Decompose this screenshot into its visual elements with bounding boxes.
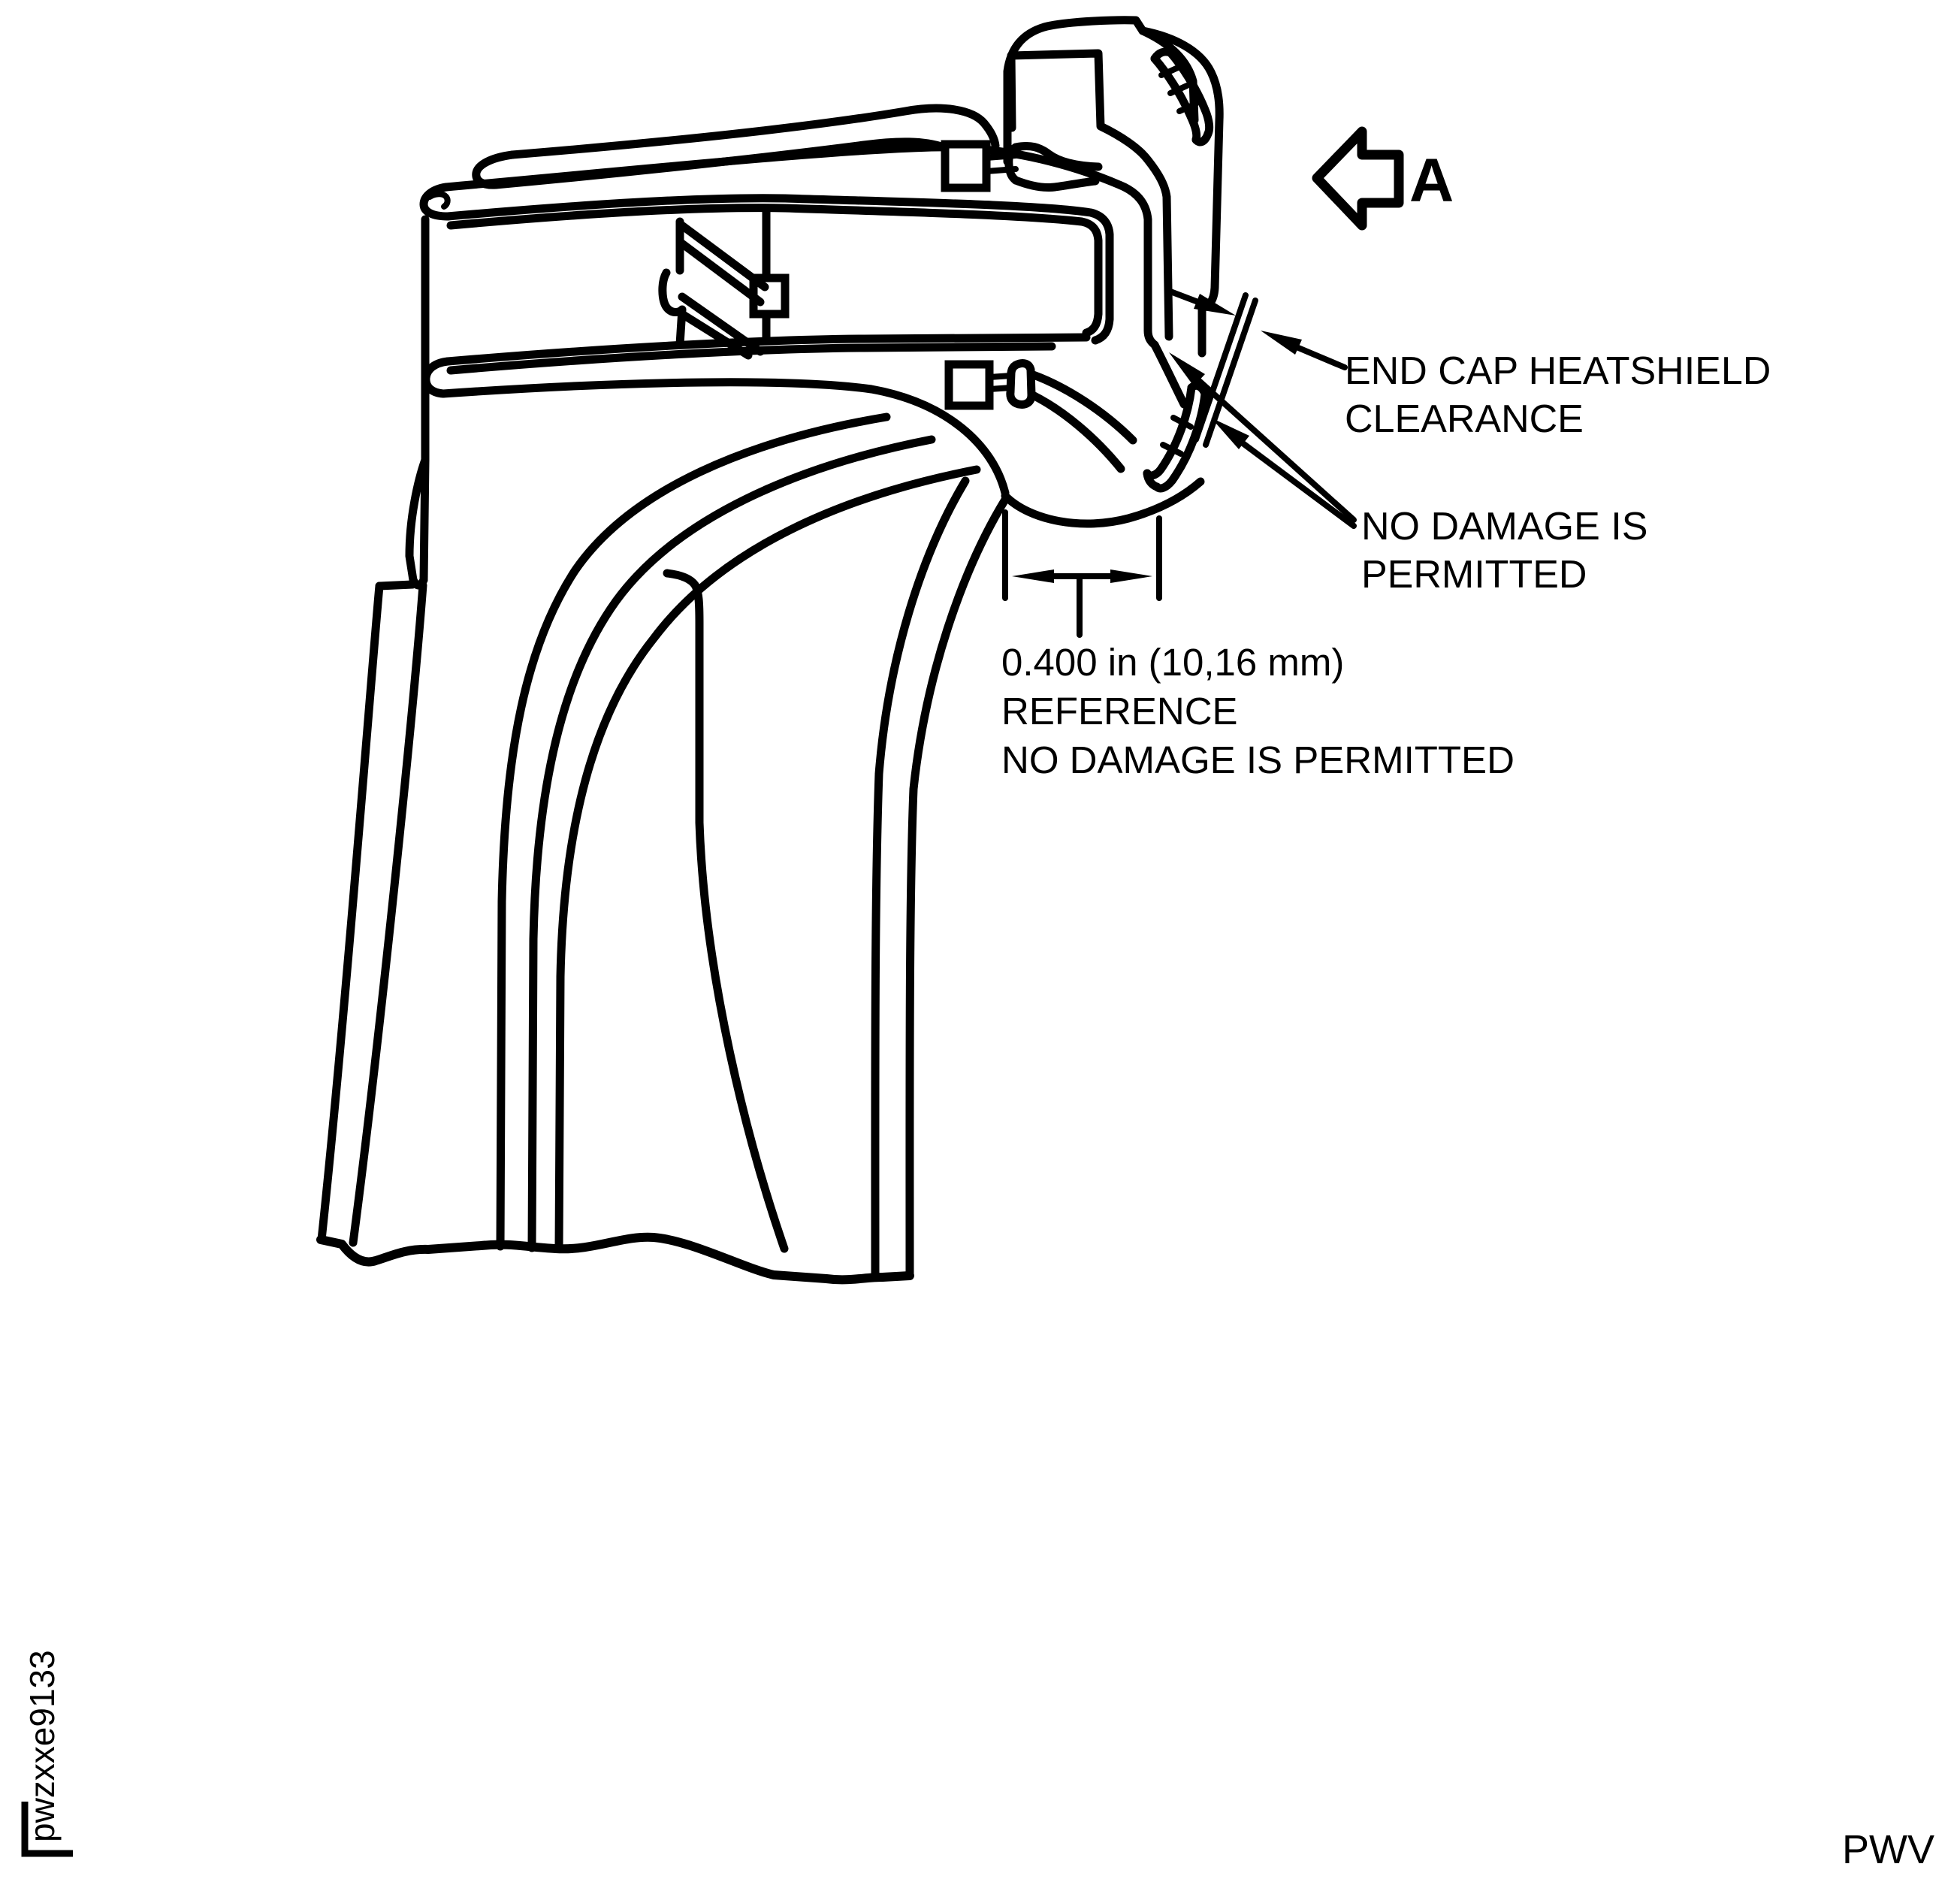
- dimension-0400: [1005, 512, 1159, 635]
- view-label: A: [1409, 147, 1454, 215]
- leader-line: [1197, 379, 1354, 520]
- upper-mount-tab: [945, 144, 1098, 188]
- dim-arrowhead-right: [1110, 569, 1152, 583]
- dim-arrowhead-left: [1012, 569, 1054, 583]
- end-cap-bottom-lip: [1005, 482, 1200, 524]
- lower-mount-tab: [949, 364, 1133, 469]
- break-line: [321, 1237, 910, 1280]
- leader-line: [1297, 347, 1345, 367]
- callout-clearance-line2: CLEARANCE: [1345, 397, 1584, 441]
- leader-arrows: [1169, 292, 1354, 526]
- callout-no-damage: [1361, 505, 1647, 597]
- arrowhead: [1261, 331, 1302, 355]
- callout-no-damage-line1: NO DAMAGE IS: [1361, 505, 1648, 548]
- callout-clearance-line1: END CAP HEATSHIELD: [1345, 349, 1771, 393]
- callout-clearance: [1345, 349, 1771, 441]
- view-arrow-icon: [1317, 131, 1399, 225]
- callout-dimension-line2: REFERENCE: [1001, 690, 1238, 733]
- muffler-assembly-outline: [379, 108, 1184, 586]
- view-direction-arrow: [1317, 131, 1454, 225]
- hatched-bracket-section: [663, 210, 785, 355]
- callout-dimension: [1001, 641, 1515, 781]
- figure-id: pwzxxe9133: [23, 1650, 62, 1842]
- top-heatshield-fin: [1155, 52, 1210, 142]
- callout-dimension-line1: 0.400 in (10,16 mm): [1001, 641, 1345, 684]
- leader-line: [1242, 443, 1354, 526]
- callout-dimension-line3: NO DAMAGE IS PERMITTED: [1001, 739, 1515, 781]
- callout-no-damage-line2: PERMITTED: [1361, 553, 1587, 597]
- page-code: PWV: [1842, 1827, 1935, 1872]
- figure-id-block: [23, 1650, 73, 1853]
